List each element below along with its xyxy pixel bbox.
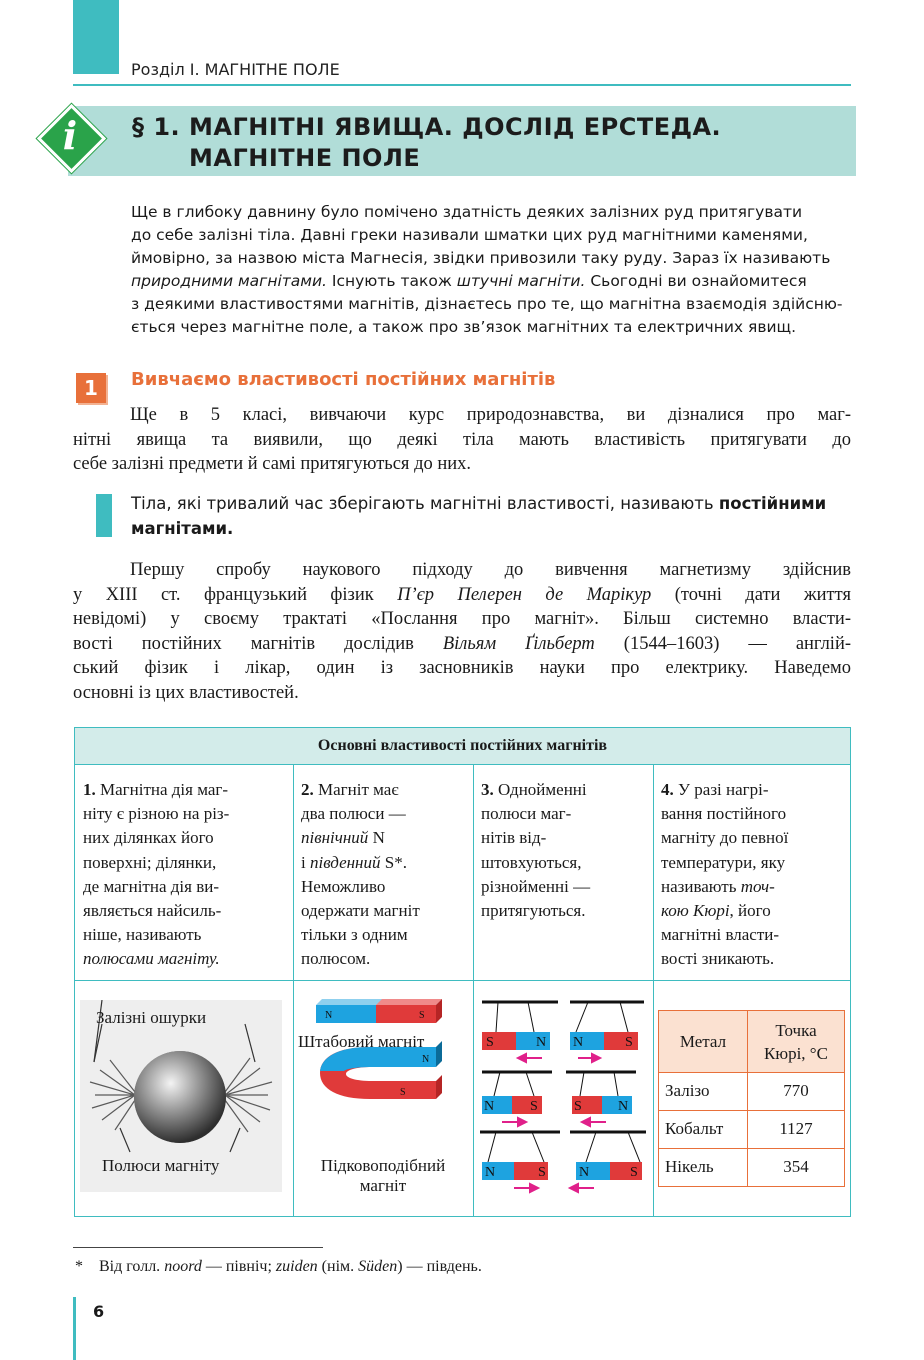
magnet-types-illustration [300,995,466,1135]
property-line: 3. Однойменні [481,780,587,799]
curie-header-line: Кюрі, °С [764,1044,828,1063]
footnote-rule [73,1247,323,1248]
table-divider [473,764,474,1216]
intro-line: ймовірно, за назвою міста Магнесія, звідки привозили таку руду. Зараз їх називають [131,249,831,267]
property-line: різнойменні — [481,876,591,896]
intro-line: природними магнітами. Існують також штучні магніти. Сьогодні ви ознайомитеся [131,272,807,290]
property-2-text [301,778,420,972]
curie-metal: Кобальт [665,1119,724,1138]
horseshoe-magnet-s: S [400,1087,406,1098]
properties-table-title: Основні властивості постійних магнітів [75,728,850,765]
intro-line: до себе залізні тіла. Давні греки називали шматки цих руд магнітними каменями, [131,226,808,244]
pole-label: S [625,1035,633,1050]
section-paragraph-1 [73,403,851,477]
property-line: тільки з одним [301,925,408,945]
info-icon-glyph: i [62,113,78,158]
pole-label: S [538,1165,546,1180]
curie-divider [659,1110,844,1111]
property-line: два полюси — [301,804,406,824]
horseshoe-label-line: магніт [359,1176,407,1195]
intro-line: Ще в глибоку давнину було помічено здатність деяких залізних руд притягувати [131,203,803,221]
curie-metal: Залізо [665,1081,710,1100]
pole-label: S [630,1165,638,1180]
bar-magnet-n: N [325,1010,333,1021]
bar-magnet-s: S [419,1010,425,1021]
property-line: поверхні; ділянки, [83,852,217,872]
paragraph-line: вості постійних магнітів дослідив Вільям Ґільберт (1544–1603) — англій- [73,633,852,654]
property-line: північний N [301,828,385,848]
page-title-line-2: МАГНІТНЕ ПОЛЕ [189,144,421,172]
hanging-threads [480,1002,646,1162]
page-number: 6 [93,1302,105,1321]
pole-label: N [536,1035,547,1050]
pole-label: S [574,1099,582,1114]
curie-header-metal: Метал [679,1032,727,1051]
property-line: Неможливо [301,876,386,896]
table-divider [293,764,294,1216]
curie-value: 1127 [779,1119,813,1138]
pole-label: S [530,1099,538,1114]
horseshoe-label-line: Підковоподібний [320,1156,446,1175]
pole-label: N [484,1099,495,1114]
horseshoe-magnet-label [298,1156,468,1196]
section-label: Розділ І. МАГНІТНЕ ПОЛЕ [131,60,340,79]
property-line: називають точ- [661,876,775,896]
bar-magnet [316,999,442,1023]
magnet-segment [604,1032,638,1050]
paragraph-line: невідомі) у своєму трактаті «Послання про магніт». Більш системно власти- [73,609,851,629]
property-line: одержати магніт [301,901,420,921]
definition-term: постійними магнітами. [131,494,827,538]
intro-paragraph [131,201,851,339]
property-line: кою Кюрі, його [661,901,771,921]
curie-header-point [748,1019,844,1065]
curie-value: 354 [783,1157,809,1176]
property-line: являється найсиль- [83,901,222,921]
footnote-star: * [75,1258,83,1275]
definition-body: Тіла, які тривалий час зберігають магнітні властивості, називають [131,494,719,513]
property-line: полюси маг- [481,804,572,824]
property-line: 4. У разі нагрі- [661,780,769,799]
header-rule [73,84,851,86]
property-line: магніту до певної [661,828,789,848]
paragraph-line: ський фізик і лікар, один із засновників науки про електрику. Наведемо [73,658,851,678]
property-line: вання постійного [661,804,787,824]
paragraph-line: нітні явища та виявили, що деякі тіла мають властивість притягувати до [73,429,851,450]
pole-interaction-illustration [478,994,648,1204]
paragraph-line: себе залізні предмети й самі притягуються до них. [73,454,472,474]
property-line: полюсами магніту. [83,949,220,969]
filings-label: Залізні ошурки [96,1008,207,1027]
property-line: ніше, називають [83,925,202,945]
horseshoe-magnet-n: N [422,1054,430,1065]
property-line: нітів від- [481,828,547,848]
pole-label: S [486,1035,494,1050]
curie-header-line: Точка [775,1021,817,1040]
pole-label: N [579,1165,590,1180]
section-number-badge: 1 [76,373,106,403]
table-divider [75,980,850,981]
paragraph-line: основні із цих властивостей. [73,682,299,703]
property-line: них ділянках його [83,828,214,848]
bar-magnet-label: Штабовий магніт [298,1032,425,1051]
property-line: вості зникають. [661,949,775,969]
page-title-line-1: § 1. МАГНІТНІ ЯВИЩА. ДОСЛІД ЕРСТЕДА. [132,113,722,141]
paragraph-line: Першу спробу наукового підходу до вивчення магнетизму здійснив [130,560,851,580]
intro-line: з деякими властивостями магнітів, дізнаєтесь про те, що магнітна взаємодія здійсню- [131,295,843,313]
curie-divider [659,1072,844,1073]
property-1-text [83,778,229,972]
pole-label: N [485,1165,496,1180]
pole-label: N [573,1035,584,1050]
curie-value: 770 [783,1081,809,1100]
header-tab [73,0,119,74]
paragraph-line: Ще в 5 класі, вивчаючи курс природознавства, ви дізналися про маг- [130,405,851,425]
paragraph-line: у XIII ст. французький фізик П’єр Пелерен де Марікур (точні дати життя [73,584,851,605]
property-line: і південний S*. [301,852,407,872]
property-3-text [481,778,590,923]
property-line: магнітні власти- [661,925,780,945]
property-line: притягуються. [481,901,586,921]
footnote: * Від голл. noord — північ; zuiden (нім. Süden) — південь. [75,1258,482,1275]
property-line: 2. Магніт має [301,780,399,799]
poles-label: Полюси магніту [102,1156,220,1175]
pole-label: N [618,1099,629,1114]
curie-divider [659,1148,844,1149]
table-divider [653,764,654,1216]
section-paragraph-2 [73,558,851,705]
property-line: де магнітна дія ви- [83,876,219,896]
property-line: штовхуються, [481,852,582,872]
curie-metal: Нікель [665,1157,714,1176]
property-4-text [661,778,788,972]
intro-line: ється через магнітне поле, а також про зв’язок магнітних та електричних явищ. [131,318,797,336]
page-title [132,112,721,174]
property-line: ніту є різною на різ- [83,804,230,824]
page-marker [73,1297,76,1360]
property-line: 1. Магнітна дія маг- [83,780,229,799]
property-line: температури, яку [661,852,786,872]
definition-marker [96,494,112,537]
property-line: полюсом. [301,949,371,969]
section-heading: Вивчаємо властивості постійних магнітів [131,369,556,390]
definition-text [131,491,851,541]
